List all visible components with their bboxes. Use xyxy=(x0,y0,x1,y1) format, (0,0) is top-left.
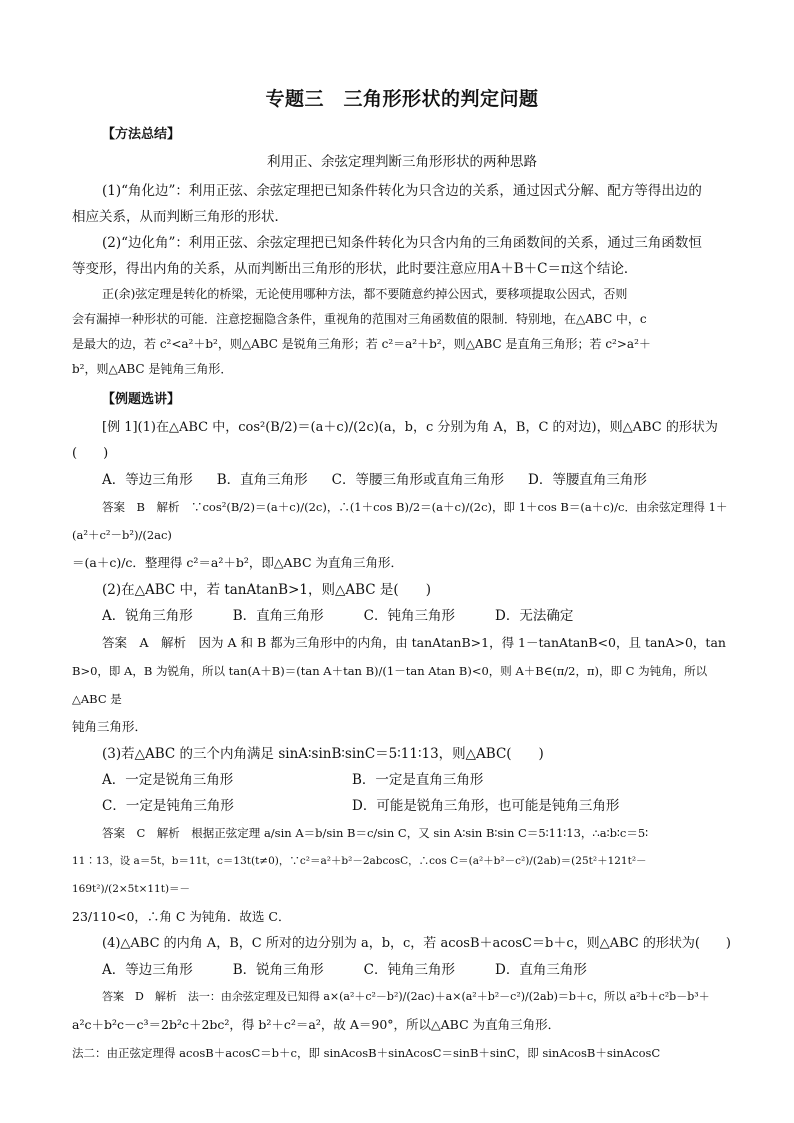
option: D．无法确定 xyxy=(495,608,574,624)
question-2-options xyxy=(72,603,732,629)
answer-2-line-3: 钝角三角形． xyxy=(72,719,148,734)
question-3: (3)若△ABC 的三个内角满足 sinA∶sinB∶sinC＝5∶11∶13，则△ABC( ) xyxy=(102,746,544,762)
option: B．锐角三角形 xyxy=(232,962,324,978)
answer-3-line-2: 11∶13，设 a＝5t，b＝11t，c＝13t(t≠0)，∵c²＝a²＋b²－2abcosC，∴cos C＝(a²＋b²－c²)/(2ab)＝(25t²＋121t²－169t²)/(2×5t×11t)＝－ xyxy=(72,855,647,895)
section-examples: 【例题选讲】 xyxy=(102,392,181,407)
option: D．等腰直角三角形 xyxy=(528,472,647,488)
method-1-line-1: (1)“角化边”：利用正弦、余弦定理把已知条件转化为只含边的关系，通过因式分解、配方等得出边的 xyxy=(102,183,702,199)
method-2-line-1: (2)“边化角”：利用正弦、余弦定理把已知条件转化为只含内角的三角函数间的关系，通过三角函数恒 xyxy=(102,235,702,251)
answer-1-line-1: 答案 B 解析 ∵cos²(B/2)＝(a＋c)/(2c)，∴(1＋cos B)/2＝(a＋c)/(2c)，即 1＋cos B＝(a＋c)/c．由余弦定理得 1＋(a²＋c²－b²)/(2ac) xyxy=(72,500,728,542)
method-1-line-2: 相应关系，从而判断三角形的形状． xyxy=(72,209,288,225)
option: C．钝角三角形 xyxy=(363,962,456,978)
option: B．直角三角形 xyxy=(216,472,308,488)
answer-4-line-2: a²c＋b²c－c³＝2b²c＋2bc²，得 b²＋c²＝a²，故 A＝90°，所以△ABC 为直角三角形． xyxy=(72,1017,561,1032)
page-title: 专题三 三角形形状的判定问题 xyxy=(265,88,539,110)
method-subtitle: 利用正、余弦定理判断三角形形状的两种思路 xyxy=(267,154,537,170)
question-3-options xyxy=(72,767,732,819)
option: B．一定是直角三角形 xyxy=(352,772,484,788)
question-4-options xyxy=(72,957,732,983)
question-2: (2)在△ABC 中，若 tanAtanB>1，则△ABC 是( ) xyxy=(102,582,431,598)
option: D．可能是锐角三角形，也可能是钝角三角形 xyxy=(352,798,620,814)
note-line-1: 正(余)弦定理是转化的桥梁，无论使用哪种方法，都不要随意约掉公因式，要移项提取公因式，否则 xyxy=(102,287,628,301)
option: A．一定是锐角三角形 xyxy=(102,772,234,788)
option: C．钝角三角形 xyxy=(363,608,456,624)
answer-2-line-2: B>0，即 A，B 为锐角，所以 tan(A＋B)＝(tan A＋tan B)/(1－tan Atan B)<0，则 A＋B∈(π/2，π)，即 C 为钝角，所以△ABC 是 xyxy=(72,664,708,706)
answer-4-line-1: 答案 D 解析 法一：由余弦定理及已知得 a×(a²＋c²－b²)/(2ac)＋a×(a²＋b²－c²)/(2ab)＝b＋c，所以 a²b＋c²b－b³＋ xyxy=(102,990,710,1003)
section-method-summary: 【方法总结】 xyxy=(102,127,181,142)
note-line-4: b²，则△ABC 是钝角三角形． xyxy=(72,362,233,376)
option: A．等边三角形 xyxy=(102,472,193,488)
option: C．等腰三角形或直角三角形 xyxy=(331,472,505,488)
option: B．直角三角形 xyxy=(232,608,324,624)
option: C．一定是钝角三角形 xyxy=(102,798,234,814)
question-1: [例 1](1)在△ABC 中，cos²(B/2)＝(a＋c)/(2c)(a，b，c 分别为角 A，B，C 的对边)，则△ABC 的形状为( ) xyxy=(72,420,718,461)
question-1-options xyxy=(72,467,732,493)
answer-4-line-3: 法二：由正弦定理得 acosB＋acosC＝b＋c，即 sinAcosB＋sinAcosC＝sinB＋sinC，即 sinAcosB＋sinAcosC xyxy=(72,1046,661,1060)
option: A．等边三角形 xyxy=(102,962,193,978)
note-line-3: 是最大的边，若 c²<a²＋b²，则△ABC 是锐角三角形；若 c²＝a²＋b²，则△ABC 是直角三角形；若 c²>a²＋ xyxy=(72,337,651,351)
answer-3-line-3: 23/110<0，∴角 C 为钝角．故选 C． xyxy=(72,909,291,924)
answer-3-line-1: 答案 C 解析 根据正弦定理 a/sin A＝b/sin B＝c/sin C，又 sin A∶sin B∶sin C＝5∶11∶13，∴a∶b∶c＝5∶ xyxy=(102,826,649,840)
note-line-2: 会有漏掉一种形状的可能．注意挖掘隐含条件，重视角的范围对三角函数值的限制．特别地，在△ABC 中，c xyxy=(72,312,647,326)
answer-2-line-1: 答案 A 解析 因为 A 和 B 都为三角形中的内角，由 tanAtanB>1，得 1－tanAtanB<0，且 tanA>0，tan xyxy=(102,635,726,650)
method-2-line-2: 等变形，得出内角的关系，从而判断出三角形的形状，此时要注意应用A＋B＋C＝π这个结论． xyxy=(72,261,638,277)
question-4: (4)△ABC 的内角 A，B，C 所对的边分别为 a，b，c，若 acosB＋acosC＝b＋c，则△ABC 的形状为( ) xyxy=(102,936,732,951)
option: D．直角三角形 xyxy=(495,962,587,978)
answer-1-line-2: ＝(a＋c)/c．整理得 c²＝a²＋b²，即△ABC 为直角三角形． xyxy=(72,555,403,570)
option: A．锐角三角形 xyxy=(102,608,193,624)
